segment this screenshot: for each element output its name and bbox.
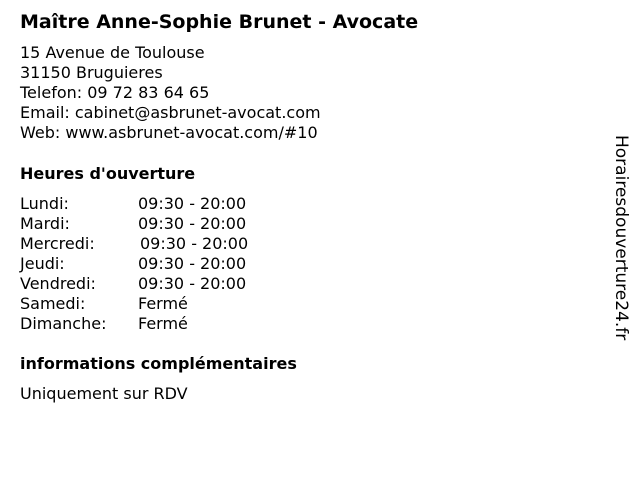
day-hours: 09:30 - 20:00 — [138, 274, 247, 293]
page-title: Maître Anne-Sophie Brunet - Avocate — [20, 11, 419, 33]
day-label: Dimanche: — [20, 314, 107, 333]
day-label: Mercredi: — [20, 234, 95, 253]
city-postcode: 31150 Bruguieres — [20, 63, 163, 82]
day-hours: 09:30 - 20:00 — [140, 234, 249, 253]
hours-row-lundi — [20, 194, 320, 214]
day-hours: 09:30 - 20:00 — [138, 254, 247, 273]
watermark-text: Horairesdouverture24.fr — [611, 135, 631, 341]
day-hours: Fermé — [138, 314, 188, 333]
website-address: Web: www.asbrunet-avocat.com/#10 — [20, 123, 318, 142]
day-label: Samedi: — [20, 294, 86, 313]
day-label: Jeudi: — [20, 254, 65, 273]
hours-row-jeudi — [20, 254, 320, 274]
day-label: Vendredi: — [20, 274, 96, 293]
hours-row-samedi — [20, 294, 320, 314]
phone-number: Telefon: 09 72 83 64 65 — [20, 83, 210, 102]
email-address: Email: cabinet@asbrunet-avocat.com — [20, 103, 321, 122]
hours-row-vendredi — [20, 274, 320, 294]
day-label: Lundi: — [20, 194, 69, 213]
additional-info-heading: informations complémentaires — [20, 354, 297, 373]
day-label: Mardi: — [20, 214, 70, 233]
day-hours: Fermé — [138, 294, 188, 313]
hours-row-dimanche — [20, 314, 320, 334]
day-hours: 09:30 - 20:00 — [138, 214, 247, 233]
contact-block — [20, 43, 321, 143]
additional-info-text: Uniquement sur RDV — [20, 384, 188, 403]
day-hours: 09:30 - 20:00 — [138, 194, 247, 213]
opening-hours-heading: Heures d'ouverture — [20, 164, 196, 183]
street-address: 15 Avenue de Toulouse — [20, 43, 205, 62]
hours-row-mardi — [20, 214, 320, 234]
site-watermark — [612, 135, 636, 370]
hours-row-mercredi — [20, 234, 320, 254]
opening-hours-table — [20, 194, 320, 334]
